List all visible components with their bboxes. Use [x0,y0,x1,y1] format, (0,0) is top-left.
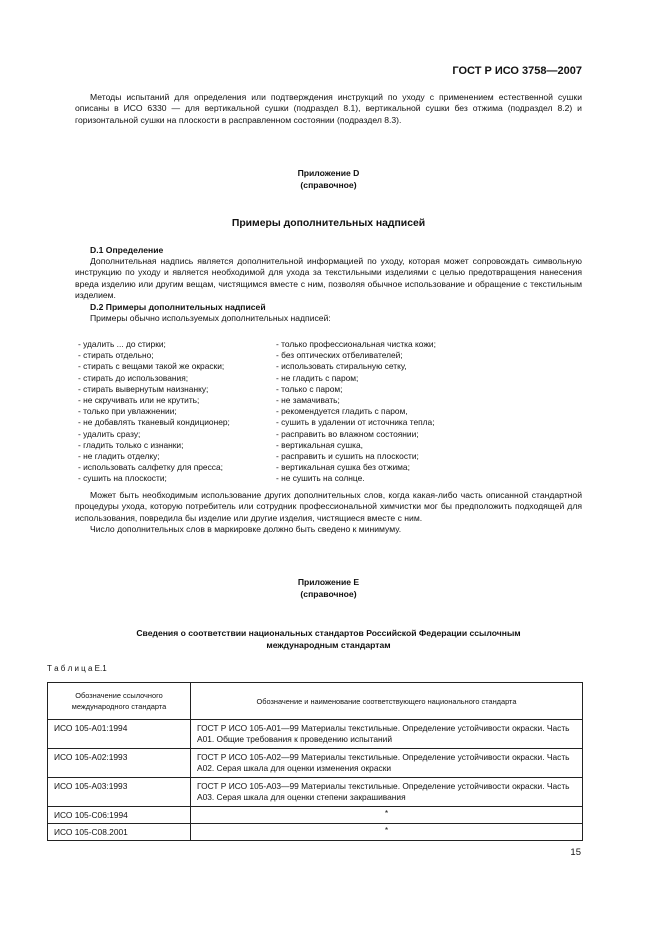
paragraph-additional-words: Может быть необходимым использование других дополнительных слов, когда какая-либо часть описанной стандартной процедуры ухода, которую потребитель или сотрудник профессиональной химчистки мог бы предположить подходящей для использования, повредила бы изделие или другие изделия, чистящиеся вместе с ним. [75,490,582,523]
d1-heading: D.1 Определение [90,245,164,255]
list-item: - не сушить на солнце. [276,473,365,484]
national-standard-cell: ГОСТ Р ИСО 105-А03—99 Материалы текстильные. Определение устойчивости окраски. Часть А03. Серая шкала для оценки степени закрашивания [191,778,583,807]
table-header-row [48,683,583,720]
list-item: - использовать салфетку для пресса; [78,462,223,473]
table-row [48,807,583,824]
page-number: 15 [570,847,581,858]
paragraph-minimum: Число дополнительных слов в маркировке должно быть сведено к минимуму. [90,524,402,534]
column-header: Обозначение и наименование соответствующего национального стандарта [191,683,583,720]
international-standard-cell: ИСО 105-А03:1993 [48,778,191,807]
appendix-d-type: (справочное) [300,180,357,190]
appendix-e-type: (справочное) [300,589,357,599]
international-standard-cell: ИСО 105-С06:1994 [48,807,191,824]
national-standard-cell: * [191,824,583,841]
appendix-d-title: Примеры дополнительных надписей [231,218,426,229]
list-item: - удалить сразу; [78,428,141,439]
international-standard-cell: ИСО 105-С08.2001 [48,824,191,841]
list-item: - не гладить с паром; [276,372,359,383]
list-item: - только при увлажнении; [78,406,177,417]
d2-heading: D.2 Примеры дополнительных надписей [90,302,266,312]
list-item: - без оптических отбеливателей; [276,350,403,361]
list-item: - не гладить отделку; [78,451,160,462]
list-item: - расправить и сушить на плоскости; [276,451,419,462]
national-standard-cell: ГОСТ Р ИСО 105-А02—99 Материалы текстильные. Определение устойчивости окраски. Часть А02. Серая шкала для оценки изменения окраски [191,749,583,778]
table-row [48,778,583,807]
list-item: - только профессиональная чистка кожи; [276,339,436,349]
list-item: - стирать вывернутым наизнанку; [78,383,209,394]
d1-text: Дополнительная надпись является дополнительной информацией по уходу, которая может сопровождать символьную инструкцию по уходу и является необходимой для ухода за текстильными изделиями с целью предотвращения нанесения вреда изделию или другим вещам, чистящимся вместе с ним, позволяя обычное использование и обращение с текстильным изделием. [75,256,582,301]
list-item: - удалить ... до стирки; [78,339,166,349]
list-item: - вертикальная сушка, [276,439,363,450]
list-left [78,339,230,485]
list-item: - рекомендуется гладить с паром, [276,406,408,417]
list-item: - не замачивать; [276,395,340,406]
document-header: ГОСТ Р ИСО 3758—2007 [452,65,582,77]
national-standard-cell: ГОСТ Р ИСО 105-А01—99 Материалы текстильные. Определение устойчивости окраски. Часть А01. Общие требования к проведению испытаний [191,720,583,749]
list-item: - стирать до использования; [78,372,189,383]
appendix-e-title-1: Сведения о соответствии национальных стандартов Российской Федерации ссылочным [136,628,521,638]
international-standard-cell: ИСО 105-А02:1993 [48,749,191,778]
standards-table [47,682,583,841]
list-item: - стирать отдельно; [78,350,154,361]
list-item: - не скручивать или не крутить; [78,395,200,406]
list-item: - вертикальная сушка без отжима; [276,462,410,473]
list-item: - расправить во влажном состоянии; [276,428,419,439]
table-label: Т а б л и ц а Е.1 [47,664,107,673]
list-item: - использовать стиральную сетку, [276,361,407,372]
appendix-e-title-2: международным стандартам [266,640,391,650]
national-standard-cell: * [191,807,583,824]
list-item: - гладить только с изнанки; [78,439,184,450]
table-row [48,720,583,749]
list-item: - только с паром; [276,383,343,394]
list-right [276,339,436,485]
table-row [48,824,583,841]
list-item: - стирать с вещами такой же окраски; [78,361,225,372]
list-item: - не добавлять тканевый кондиционер; [78,417,230,428]
list-item: - сушить в удалении от источника тепла; [276,417,435,428]
column-header: Обозначение ссылочного международного стандарта [48,683,191,720]
appendix-d-label: Приложение D [297,168,360,178]
list-item: - сушить на плоскости; [78,473,167,484]
international-standard-cell: ИСО 105-А01:1994 [48,720,191,749]
table-row [48,749,583,778]
d2-intro: Примеры обычно используемых дополнительных надписей: [90,313,331,323]
appendix-e-label: Приложение Е [297,577,360,587]
intro-paragraph: Методы испытаний для определения или подтверждения инструкций по уходу с применением естественной сушки описаны в ИСО 6330 — для вертикальной сушки (подраздел 8.1), вертикальной сушки без отжима (подраздел 8.2) и горизонтальной сушки на плоскости в расправленном состоянии (подраздел 8.3). [75,92,582,125]
